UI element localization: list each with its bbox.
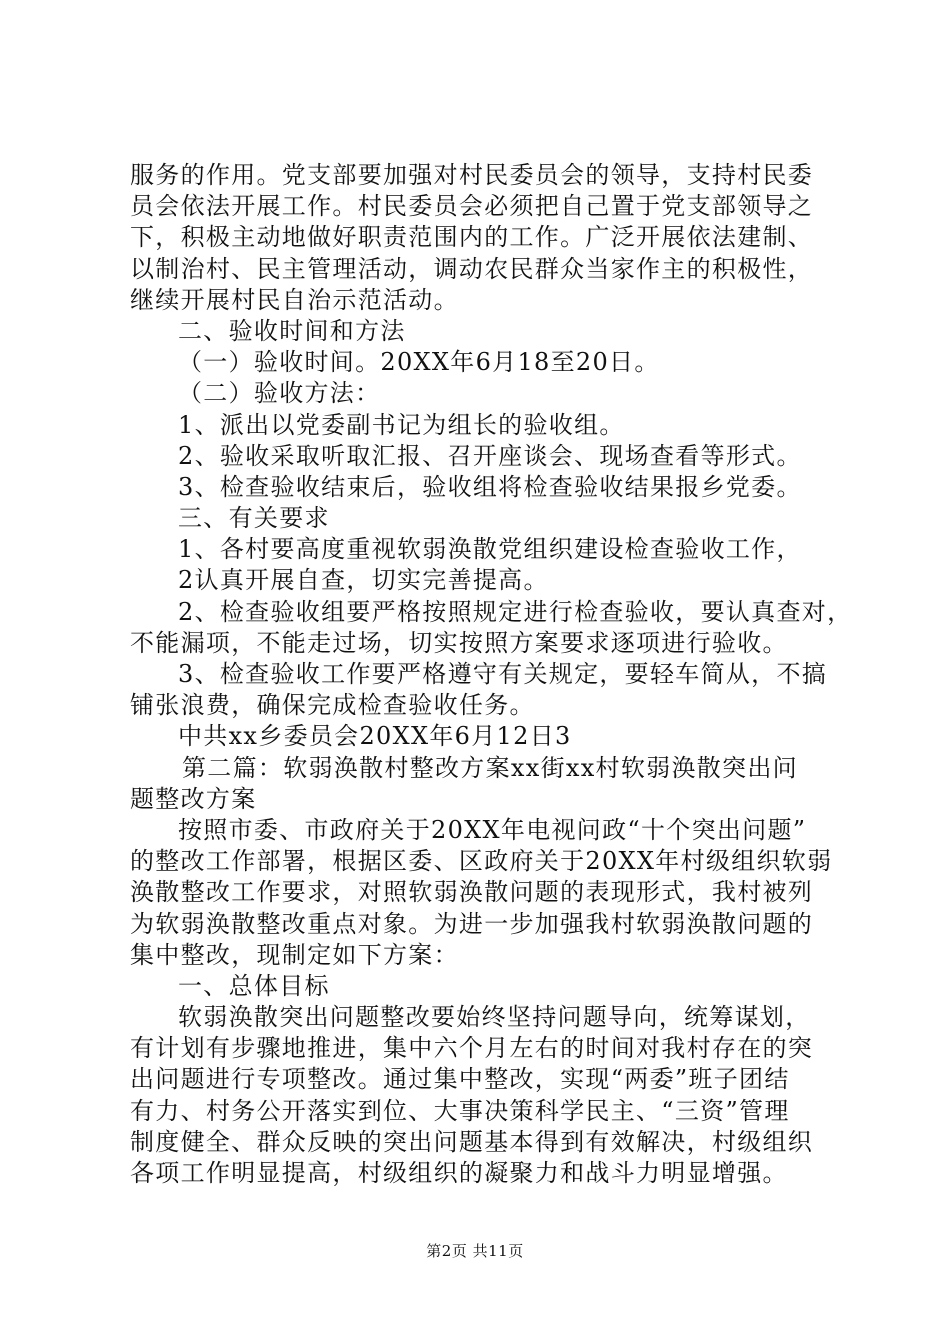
text-line: （二）验收方法： xyxy=(178,379,381,408)
text-line: 出问题进行专项整改。通过集中整改，实现“两委”班子团结 xyxy=(130,1065,790,1094)
text-line: 不能漏项，不能走过场，切实按照方案要求逐项进行验收。 xyxy=(130,628,788,657)
page-footer: 第2页 共11页 xyxy=(426,1242,524,1260)
text-line: 2认真开展自查，切实完善提高。 xyxy=(178,566,549,595)
text-line: 铺张浪费，确保完成检查验收任务。 xyxy=(130,691,535,720)
text-line: 员会依法开展工作。村民委员会必须把自己置于党支部领导之 xyxy=(130,192,814,221)
text-line: 为软弱涣散整改重点对象。为进一步加强我村软弱涣散问题的 xyxy=(130,909,814,938)
text-line: 第二篇：软弱涣散村整改方案xx街xx村软弱涣散突出问 xyxy=(182,753,798,782)
text-line: 3、检查验收结束后，验收组将检查验收结果报乡党委。 xyxy=(178,472,802,501)
text-line: 的整改工作部署，根据区委、区政府关于20XX年村级组织软弱 xyxy=(130,847,833,876)
text-line: （一）验收时间。20XX年6月18至20日。 xyxy=(178,348,660,377)
text-line: 一、总体目标 xyxy=(178,971,330,1000)
text-line: 三、有关要求 xyxy=(178,504,330,533)
text-line: 有计划有步骤地推进，集中六个月左右的时间对我村存在的突 xyxy=(130,1034,814,1063)
text-line: 2、检查验收组要严格按照规定进行检查验收，要认真查对， xyxy=(178,597,853,626)
text-line: 各项工作明显提高，村级组织的凝聚力和战斗力明显增强。 xyxy=(130,1159,788,1187)
text-line: 制度健全、群众反映的突出问题基本得到有效解决，村级组织 xyxy=(130,1127,814,1156)
text-line: 集中整改，现制定如下方案： xyxy=(130,940,459,969)
text-line: 中共xx乡委员会20XX年6月12日3 xyxy=(178,722,572,751)
text-line: 2、验收采取听取汇报、召开座谈会、现场查看等形式。 xyxy=(178,441,802,470)
document-body xyxy=(130,160,853,1189)
text-line: 服务的作用。党支部要加强对村民委员会的领导，支持村民委 xyxy=(130,161,814,189)
text-line: 下，积极主动地做好职责范围内的工作。广泛开展依法建制、 xyxy=(130,223,814,252)
text-line: 以制治村、民主管理活动，调动农民群众当家作主的积极性， xyxy=(130,254,814,283)
text-line: 1、各村要高度重视软弱涣散党组织建设检查验收工作， xyxy=(178,535,802,564)
text-line: 涣散整改工作要求，对照软弱涣散问题的表现形式，我村被列 xyxy=(130,878,814,907)
text-line: 题整改方案 xyxy=(130,784,257,813)
text-line: 二、验收时间和方法 xyxy=(178,316,406,345)
text-line: 按照市委、市政府关于20XX年电视问政“十个突出问题” xyxy=(178,815,807,844)
text-line: 继续开展村民自治示范活动。 xyxy=(130,285,459,314)
text-line: 3、检查验收工作要严格遵守有关规定，要轻车简从，不搞 xyxy=(178,660,828,688)
text-line: 有力、村务公开落实到位、大事决策科学民主、“三资”管理 xyxy=(130,1096,790,1125)
text-line: 软弱涣散突出问题整改要始终坚持问题导向，统筹谋划， xyxy=(178,1003,811,1032)
text-line: 1、派出以党委副书记为组长的验收组。 xyxy=(178,410,625,439)
